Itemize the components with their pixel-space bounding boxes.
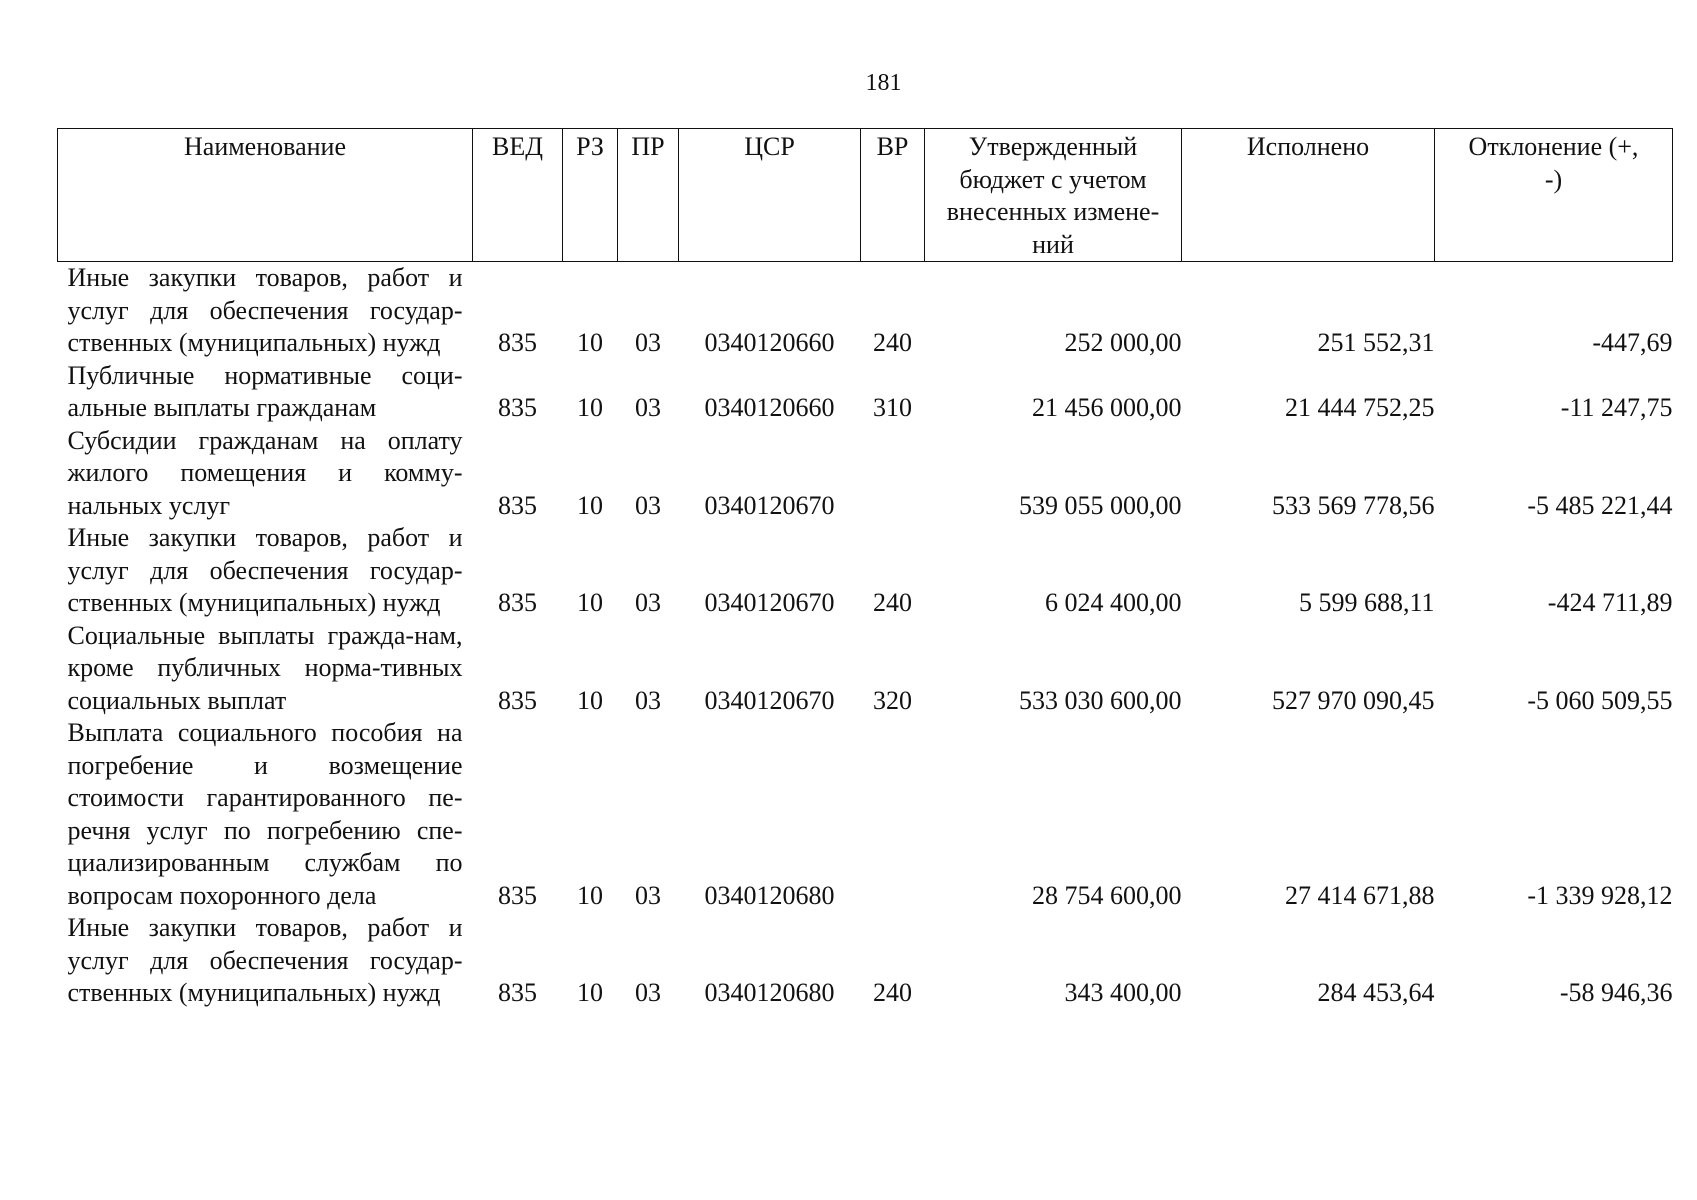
- row-rz: 10: [577, 685, 603, 715]
- row-approved: 28 754 600,00: [1032, 880, 1182, 910]
- header-executed: Исполнено: [1182, 129, 1435, 262]
- header-deviation: Отклонение (+, -): [1435, 129, 1673, 262]
- header-pr: ПР: [618, 129, 679, 262]
- row-ved: 835: [498, 328, 537, 357]
- row-rz: 10: [577, 880, 603, 910]
- row-executed: 27 414 671,88: [1285, 880, 1435, 910]
- row-vr: 310: [873, 393, 912, 422]
- row-approved: 252 000,00: [1064, 328, 1182, 357]
- row-csr: 0340120660: [704, 328, 835, 357]
- row-approved: 533 030 600,00: [1019, 685, 1182, 715]
- table-row: [58, 717, 1673, 912]
- row-ved: 835: [498, 393, 537, 422]
- table-row: [58, 620, 1673, 718]
- row-executed: 284 453,64: [1317, 978, 1435, 1007]
- header-rz: РЗ: [563, 129, 618, 262]
- row-csr: 0340120670: [704, 490, 835, 520]
- row-csr: 0340120670: [704, 588, 835, 617]
- row-executed: 21 444 752,25: [1285, 393, 1435, 422]
- row-deviation: -424 711,89: [1547, 588, 1673, 617]
- row-name: Иные закупки товаров, работ и услуг для обеспечения государ-ственных (муниципальных) нужд: [67, 263, 463, 357]
- row-rz: 10: [577, 328, 603, 357]
- row-ved: 835: [498, 880, 537, 910]
- row-deviation: -5 485 221,44: [1527, 490, 1673, 520]
- header-vr: ВР: [861, 129, 925, 262]
- row-vr: 240: [873, 588, 912, 617]
- page-number: 181: [865, 70, 902, 96]
- row-ved: 835: [498, 588, 537, 617]
- row-ved: 835: [498, 978, 537, 1007]
- row-vr: 240: [873, 328, 912, 357]
- row-name: Иные закупки товаров, работ и услуг для обеспечения государ-ственных (муниципальных) нужд: [67, 913, 463, 1007]
- row-executed: 5 599 688,11: [1298, 588, 1435, 617]
- row-rz: 10: [577, 393, 603, 422]
- row-pr: 03: [635, 588, 661, 617]
- row-name: Социальные выплаты гражда-нам, кроме публичных норма-тивных социальных выплат: [67, 620, 463, 715]
- row-executed: 251 552,31: [1317, 328, 1435, 357]
- row-vr: [861, 717, 925, 912]
- row-csr: 0340120670: [704, 685, 835, 715]
- row-pr: 03: [635, 685, 661, 715]
- row-vr: [861, 425, 925, 523]
- row-rz: 10: [577, 978, 603, 1007]
- row-approved: 6 024 400,00: [1045, 588, 1182, 617]
- header-approved-budget: Утвержденный бюджет с учетом внесенных измене-ний: [925, 129, 1182, 262]
- row-approved: 539 055 000,00: [1019, 490, 1182, 520]
- row-pr: 03: [635, 490, 661, 520]
- row-csr: 0340120680: [704, 978, 835, 1007]
- row-csr: 0340120680: [704, 880, 835, 910]
- row-approved: 343 400,00: [1064, 978, 1182, 1007]
- row-deviation: -447,69: [1592, 328, 1673, 357]
- row-vr: 320: [873, 685, 912, 715]
- row-approved: 21 456 000,00: [1032, 393, 1182, 422]
- table-row: [58, 912, 1673, 1010]
- row-deviation: -11 247,75: [1560, 393, 1673, 422]
- row-csr: 0340120660: [704, 393, 835, 422]
- table-row: [58, 262, 1673, 360]
- row-pr: 03: [635, 393, 661, 422]
- row-ved: 835: [498, 685, 537, 715]
- row-pr: 03: [635, 880, 661, 910]
- row-vr: 240: [873, 978, 912, 1007]
- row-name: Субсидии гражданам на оплату жилого помещения и комму-нальных услуг: [67, 425, 463, 520]
- row-ved: 835: [498, 490, 537, 520]
- row-name: Иные закупки товаров, работ и услуг для обеспечения государ-ственных (муниципальных) нужд: [67, 523, 463, 617]
- row-deviation: -5 060 509,55: [1527, 685, 1673, 715]
- row-executed: 527 970 090,45: [1272, 685, 1435, 715]
- row-executed: 533 569 778,56: [1272, 490, 1435, 520]
- table-row: [58, 425, 1673, 523]
- table-row: [58, 360, 1673, 425]
- row-rz: 10: [577, 490, 603, 520]
- table-row: [58, 522, 1673, 620]
- row-rz: 10: [577, 588, 603, 617]
- header-csr: ЦСР: [679, 129, 861, 262]
- row-deviation: -58 946,36: [1559, 978, 1673, 1007]
- row-pr: 03: [635, 978, 661, 1007]
- header-ved: ВЕД: [473, 129, 563, 262]
- header-name: Наименование: [58, 129, 473, 262]
- budget-execution-table: [57, 128, 1673, 1010]
- row-pr: 03: [635, 328, 661, 357]
- row-name: Публичные нормативные соци-альные выплаты гражданам: [67, 360, 463, 422]
- row-deviation: -1 339 928,12: [1527, 880, 1673, 910]
- header-row: [58, 129, 1673, 262]
- row-name: Выплата социального пособия на погребение и возмещение стоимости гарантированного пе-речня услуг по погребению спе-циализированным службам по вопросам похоронного дела: [67, 718, 463, 910]
